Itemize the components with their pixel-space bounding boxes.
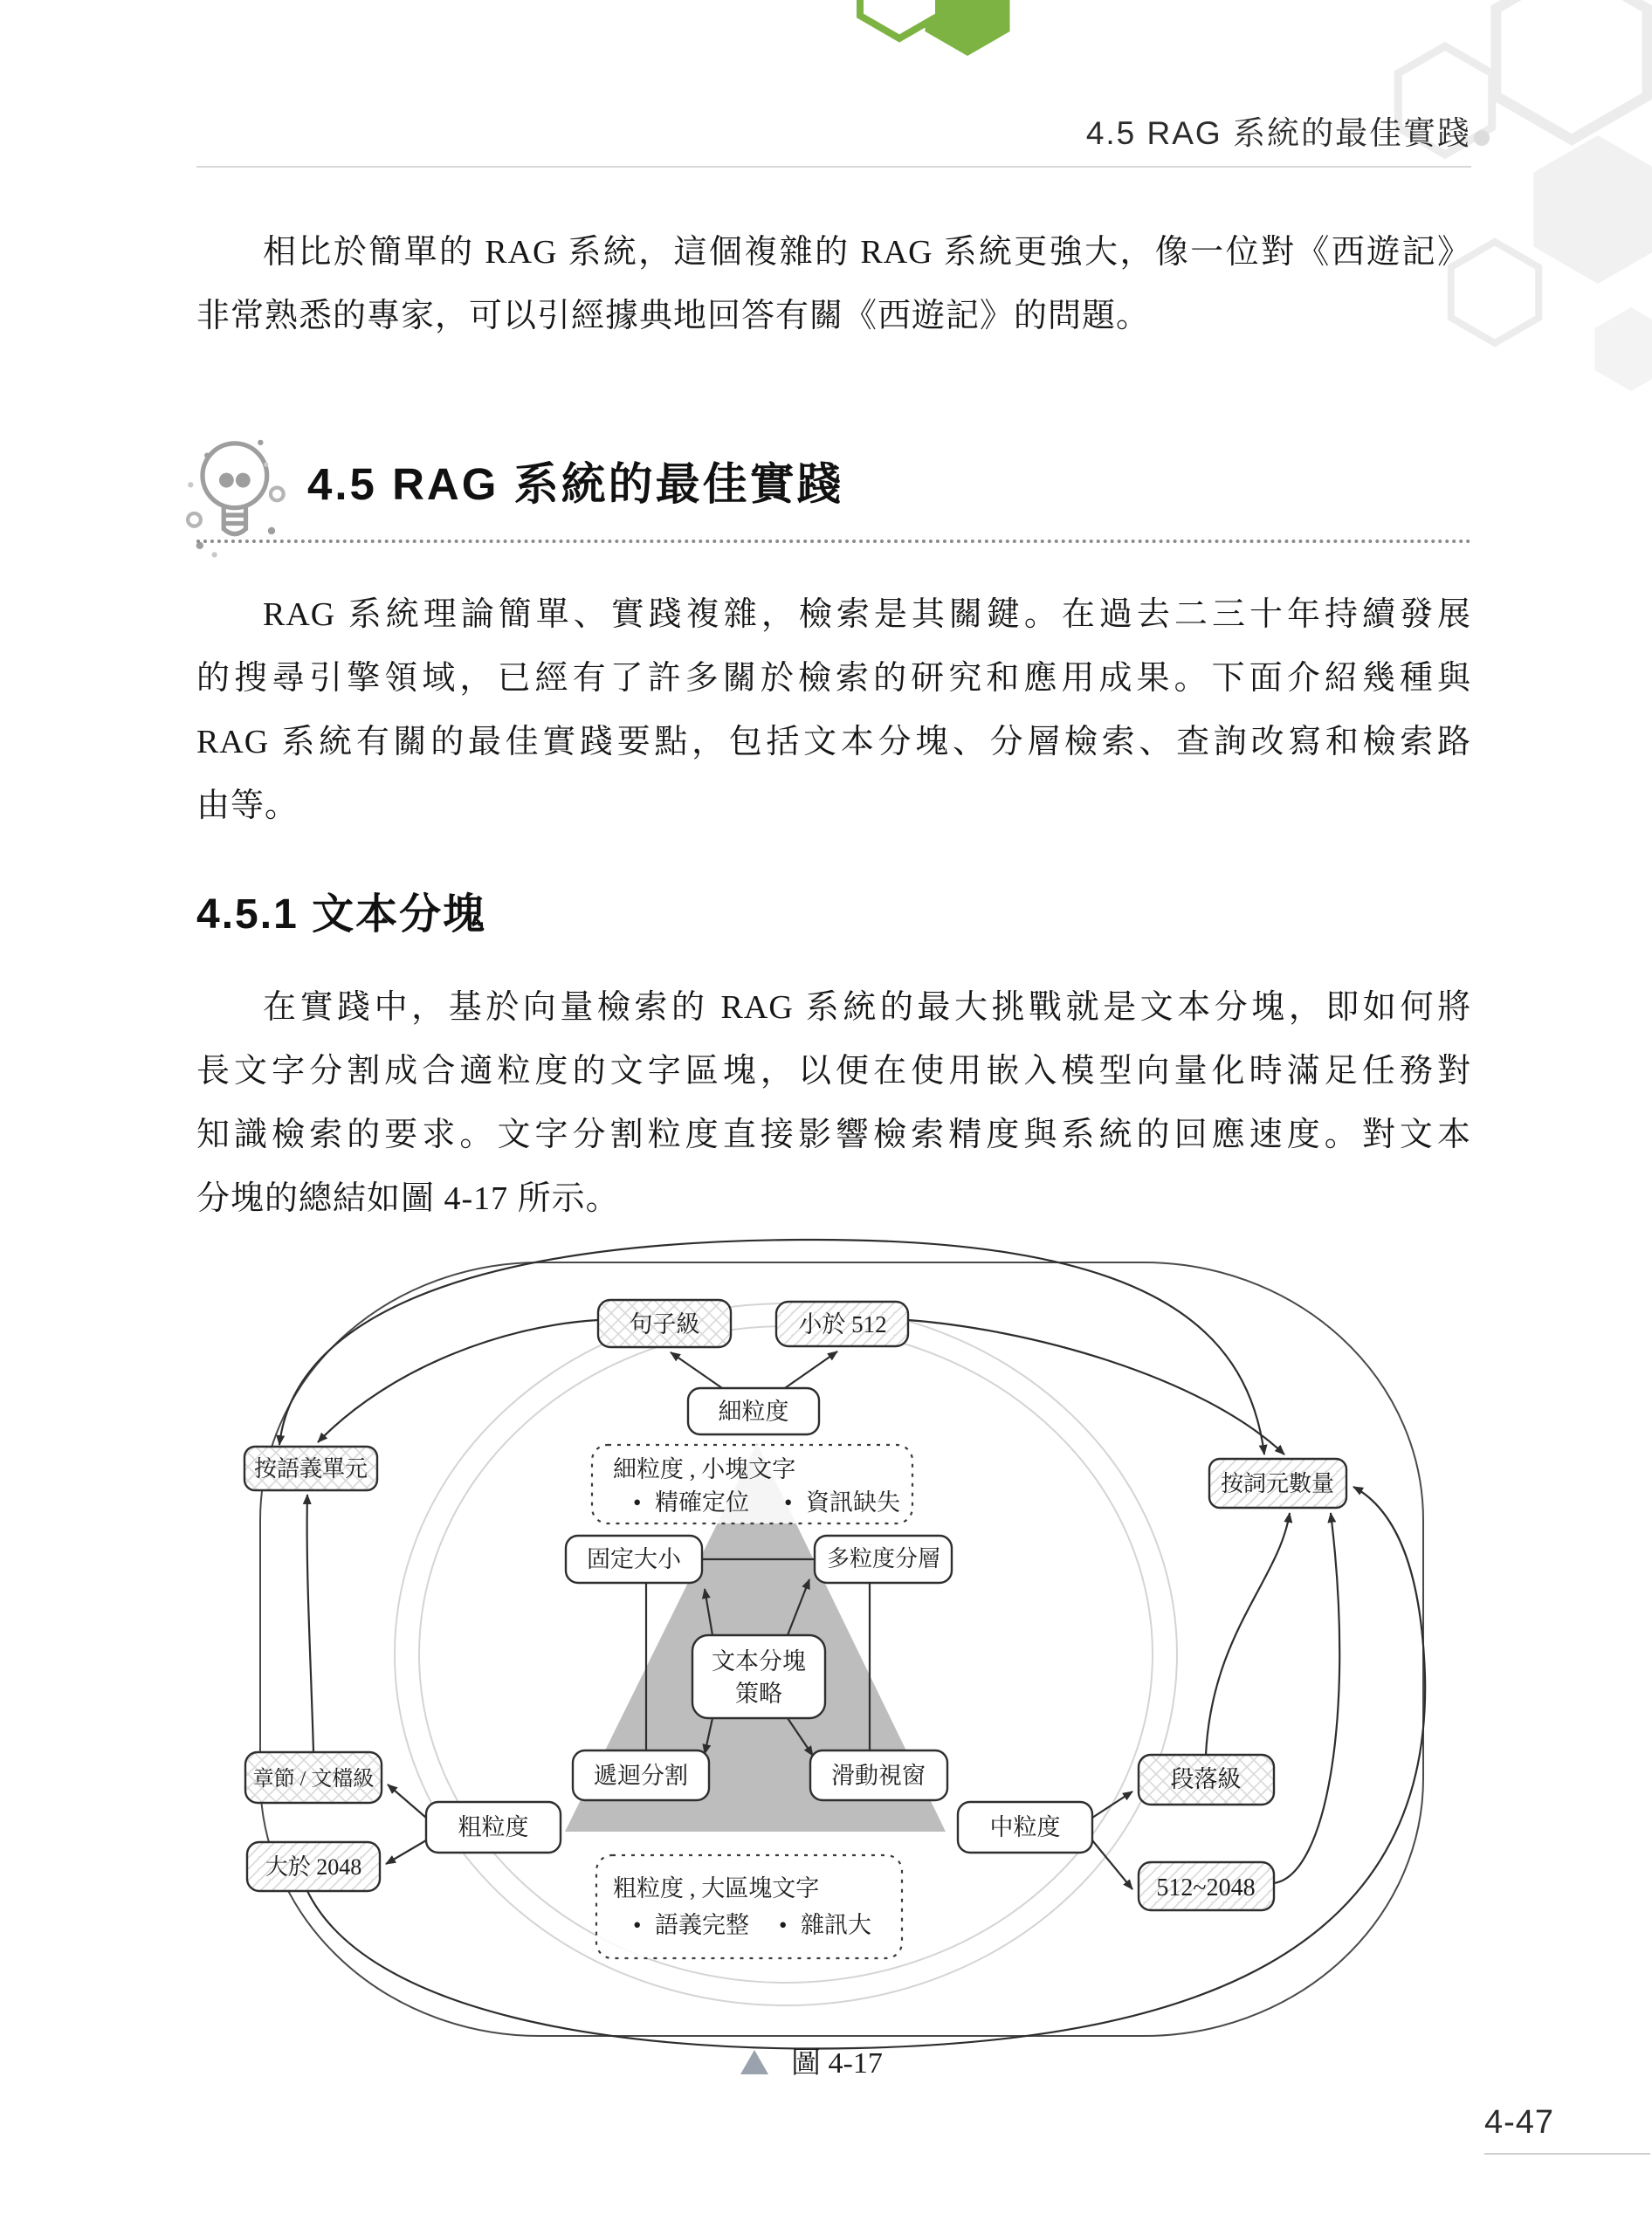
svg-text:策略: 策略	[735, 1681, 782, 1707]
paragraph-1	[196, 221, 1471, 348]
page-number: 4-47	[1484, 2104, 1555, 2141]
caption-triangle-icon	[740, 2050, 768, 2074]
svg-text:段落級: 段落級	[1170, 1766, 1242, 1792]
running-header: 4.5 RAG 系統的最佳實踐	[1085, 115, 1471, 151]
svg-text:粗粒度: 粗粒度	[458, 1814, 529, 1840]
paragraph-line: 非常熟悉的專家，可以引經據典地回答有關《西遊記》的問題。	[196, 298, 1151, 334]
line-paragraph-to-token	[1206, 1513, 1290, 1755]
paragraph-line: 分塊的總結如圖 4-17 所示。	[196, 1180, 620, 1217]
line-chapter-to-semantic	[307, 1495, 313, 1752]
node-by-token-count	[1209, 1459, 1346, 1508]
section-heading: 4.5 RAG 系統的最佳實踐	[307, 459, 844, 509]
arrow-mid-to-paragraph	[1092, 1791, 1132, 1818]
node-chunking-strategy	[692, 1635, 825, 1718]
svg-text:按語義單元: 按語義單元	[253, 1456, 368, 1482]
svg-text:512~2048: 512~2048	[1156, 1874, 1256, 1901]
paragraph-line: 相比於簡單的 RAG 系統，這個複雜的 RAG 系統更強大，像一位對《西遊記》	[263, 234, 1471, 271]
arc-lt512-to-token	[908, 1320, 1284, 1454]
figure-4-17-diagram	[157, 1222, 1511, 2095]
heading-dot-icon	[1474, 130, 1490, 146]
svg-text:章節 / 文檔級: 章節 / 文檔級	[252, 1768, 375, 1791]
node-sentence-level	[598, 1300, 731, 1347]
figure-caption	[740, 2047, 883, 2080]
header-rule	[196, 166, 1471, 168]
node-fine-grain	[688, 1388, 819, 1434]
green-hexagon-icons	[860, 0, 1010, 56]
node-recursive-split	[573, 1750, 709, 1800]
svg-text:•: •	[633, 1489, 642, 1516]
node-fixed-size	[566, 1536, 702, 1583]
paragraph-line: 由等。	[196, 787, 299, 824]
svg-text:雜訊大: 雜訊大	[801, 1912, 871, 1938]
arrow-coarse-to-chapter	[388, 1785, 426, 1818]
node-paragraph-level	[1139, 1755, 1274, 1805]
arrow-coarse-to-gt2048	[386, 1840, 426, 1864]
svg-text:按詞元數量: 按詞元數量	[1220, 1471, 1335, 1496]
paragraph-line: RAG 系統理論簡單、實踐複雜，檢索是其關鍵。在過去二三十年持續發展	[263, 596, 1471, 633]
node-gt-2048	[247, 1842, 380, 1891]
paragraph-line: 的搜尋引擎領域，已經有了許多關於檢索的研究和應用成果。下面介紹幾種與	[196, 660, 1471, 697]
svg-text:句子級: 句子級	[629, 1311, 700, 1338]
caption-text: 圖 4-17	[791, 2047, 883, 2080]
paragraph-line: RAG 系統有關的最佳實踐要點，包括文本分塊、分層檢索、查詢改寫和檢索路	[196, 724, 1471, 760]
arc-sentence-to-semantic	[318, 1320, 598, 1442]
svg-text:小於 512: 小於 512	[798, 1311, 887, 1338]
node-coarse-grain	[426, 1802, 561, 1853]
node-range-512-2048	[1139, 1862, 1274, 1910]
svg-text:細粒度: 細粒度	[718, 1399, 789, 1425]
paragraph-3	[196, 976, 1471, 1231]
node-lt-512	[776, 1302, 908, 1346]
node-chapter-doc-level	[245, 1752, 382, 1803]
paragraph-line: 知識檢索的要求。文字分割粒度直接影響檢索精度與系統的回應速度。對文本	[196, 1117, 1471, 1153]
svg-text:文本分塊: 文本分塊	[712, 1648, 806, 1675]
node-by-semantic-unit	[244, 1447, 377, 1490]
node-sliding-window	[810, 1750, 947, 1800]
svg-text:•: •	[784, 1489, 793, 1516]
note-fine-grain	[592, 1445, 912, 1523]
svg-text:固定大小: 固定大小	[587, 1546, 681, 1572]
green-hexagon-outline-icon	[860, 0, 939, 38]
lightbulb-icon	[186, 428, 289, 566]
svg-text:大於 2048: 大於 2048	[265, 1854, 362, 1880]
svg-text:中粒度: 中粒度	[989, 1814, 1061, 1840]
node-multi-grain	[815, 1536, 952, 1583]
svg-text:遞迴分割: 遞迴分割	[594, 1763, 688, 1789]
section-dotted-rule	[196, 540, 1471, 543]
svg-text:•: •	[633, 1912, 642, 1938]
page-number-rule	[1484, 2153, 1650, 2155]
svg-text:語義完整: 語義完整	[655, 1912, 749, 1938]
svg-text:細粒度 , 小塊文字: 細粒度 , 小塊文字	[613, 1456, 796, 1482]
svg-text:多粒度分層: 多粒度分層	[826, 1546, 941, 1571]
svg-text:滑動視窗: 滑動視窗	[831, 1763, 926, 1789]
arrow-fine-to-lt512	[782, 1351, 837, 1390]
decor-hexagons	[0, 0, 1652, 437]
svg-text:精確定位: 精確定位	[655, 1489, 749, 1516]
note-coarse-grain	[596, 1855, 902, 1958]
svg-text:粗粒度 , 大區塊文字: 粗粒度 , 大區塊文字	[613, 1875, 820, 1901]
node-mid-grain	[958, 1802, 1092, 1853]
paragraph-2	[196, 583, 1471, 838]
paragraph-line: 長文字分割成合適粒度的文字區塊，以便在使用嵌入模型向量化時滿足任務對	[196, 1053, 1471, 1090]
subsection-heading: 4.5.1 文本分塊	[196, 891, 487, 938]
svg-text:資訊缺失: 資訊缺失	[806, 1489, 900, 1516]
paragraph-line: 在實踐中，基於向量檢索的 RAG 系統的最大挑戰就是文本分塊，即如何將	[263, 989, 1471, 1026]
arc-range-to-token	[1274, 1513, 1339, 1883]
arrow-fine-to-sentence	[671, 1352, 725, 1390]
svg-text:•: •	[779, 1912, 788, 1938]
